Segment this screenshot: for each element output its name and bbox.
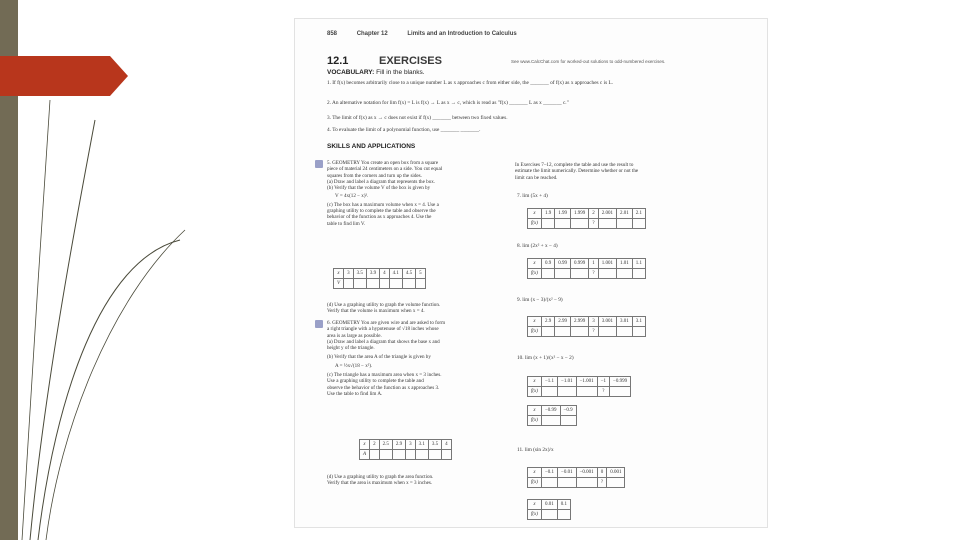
table-cell xyxy=(557,510,570,520)
table-row xyxy=(334,279,426,289)
table-cell: 2.9 xyxy=(541,317,554,327)
table-cell: 2.001 xyxy=(598,209,616,219)
ex6-part-c: Use the table to find lim A. xyxy=(327,390,383,397)
ex5-table xyxy=(333,268,426,289)
table-cell: f(x) xyxy=(528,387,542,397)
table-cell: f(x) xyxy=(528,478,542,488)
ex6-part-d-line: (d) Use a graphing utility to graph the area function. xyxy=(327,474,434,480)
vocab-item-2: 2. An alternative notation for lim f(x) = L is f(x) → L as x → c, which is read as "f(x) _______ L as x _______ c." xyxy=(327,100,569,106)
table-cell: 2 xyxy=(370,440,380,450)
table-cell: 2.5 xyxy=(379,440,392,450)
ex6-line: 6. GEOMETRY You are given wire and are asked to form xyxy=(327,320,446,326)
table-row xyxy=(528,478,625,488)
table-cell: f(x) xyxy=(528,510,542,520)
table-cell: 1 xyxy=(589,259,599,269)
table-row xyxy=(334,269,426,279)
table-cell: 1.999 xyxy=(570,209,588,219)
table-cell: −0.9 xyxy=(560,406,576,416)
table-cell: 0 xyxy=(597,468,607,478)
ex5-part-d xyxy=(327,302,527,315)
table-cell xyxy=(541,219,554,229)
table-cell: 3 xyxy=(344,269,354,279)
table-cell xyxy=(570,269,588,279)
table-cell: 0.99 xyxy=(555,259,571,269)
table-cell: x xyxy=(528,259,542,269)
table-cell xyxy=(555,327,571,337)
ex5-part-c: table to find lim V. xyxy=(327,220,366,227)
table-cell xyxy=(616,327,632,337)
table-row xyxy=(528,317,646,327)
page-number: 858 xyxy=(327,31,338,37)
table-cell: x xyxy=(360,440,370,450)
table-cell: 3 xyxy=(589,317,599,327)
ex6-table xyxy=(359,439,452,460)
table-cell: x xyxy=(528,406,542,416)
table-cell xyxy=(610,387,631,397)
table-cell: 3.001 xyxy=(598,317,616,327)
table-cell xyxy=(366,279,379,289)
ex10-label: 10. lim (x + 1)/(x² − x − 2) xyxy=(517,355,574,361)
table-row xyxy=(360,450,452,460)
ex11-label: 11. lim (sin 2x)/x xyxy=(517,447,554,453)
table-cell: −1.01 xyxy=(558,377,577,387)
table-cell: f(x) xyxy=(528,269,542,279)
table-cell: x xyxy=(528,468,542,478)
ex6-part-c: (c) The triangle has a maximum area when x = 3 inches. xyxy=(327,372,442,379)
table-cell: 1.9 xyxy=(541,209,554,219)
table-cell: 2.1 xyxy=(632,209,645,219)
red-arrow-banner xyxy=(0,56,128,96)
ex5-part-c: (c) The box has a maximum volume when x = 4. Use a xyxy=(327,201,439,208)
ex6-part-c: Use a graphing utility to complete the table and xyxy=(327,378,424,385)
table-cell: 4 xyxy=(380,269,390,279)
chapter-title: Limits and an Introduction to Calculus xyxy=(407,31,517,37)
table-cell: −0.99 xyxy=(541,406,560,416)
table-cell: f(x) xyxy=(528,219,542,229)
ex6-part-b: (b) Verify that the area A of the triangle is given by xyxy=(327,354,431,361)
table-row xyxy=(528,468,625,478)
table-cell: ? xyxy=(589,219,599,229)
table-cell: 2.01 xyxy=(616,209,632,219)
table-cell xyxy=(415,450,428,460)
table-cell: x xyxy=(528,377,542,387)
table-cell: 3.9 xyxy=(366,269,379,279)
table-cell: 3.1 xyxy=(415,440,428,450)
table-cell xyxy=(353,279,366,289)
vocabulary-instruction: Fill in the blanks. xyxy=(376,69,425,76)
table-row xyxy=(528,327,646,337)
table-row xyxy=(528,377,631,387)
section-number: 12.1 xyxy=(327,55,349,67)
ex5-part-d-line: Verify that the volume is maximum when x = 4. xyxy=(327,308,425,315)
ex6-part-a: (a) Draw and label a diagram that shows the base x and xyxy=(327,338,440,345)
table-cell: ? xyxy=(597,387,609,397)
table-cell: −0.1 xyxy=(541,468,557,478)
right-intro-line: In Exercises 7–12, complete the table and use the result to xyxy=(515,162,634,168)
vocab-item-1: 1. If f(x) becomes arbitrarily close to a unique number L as x approaches c from either side, the _______ of f(x) as x approaches c is L. xyxy=(327,80,614,86)
ex5-part-c: behavior of the function as x approaches 4. Use the xyxy=(327,214,432,221)
table-cell: 3.5 xyxy=(353,269,366,279)
ex5-part-c: graphing utility to complete the table and observe the xyxy=(327,208,436,215)
table-cell xyxy=(555,219,571,229)
table-cell: f(x) xyxy=(528,416,542,426)
vocabulary-heading xyxy=(327,69,425,76)
ex5-part-d-line: (d) Use a graphing utility to graph the volume function. xyxy=(327,302,441,308)
table-cell: A xyxy=(360,450,370,460)
ex6-part-d xyxy=(327,474,527,487)
table-row xyxy=(528,219,646,229)
ex11-table-2 xyxy=(527,499,571,520)
table-cell xyxy=(541,387,557,397)
table-row xyxy=(528,259,646,269)
table-cell xyxy=(541,269,554,279)
right-intro-line: estimate the limit numerically. Determine whether or not the xyxy=(515,168,639,175)
table-cell xyxy=(598,219,616,229)
table-cell xyxy=(555,269,571,279)
ex5-line: 5. GEOMETRY You create an open box from a square xyxy=(327,160,439,166)
skills-heading: SKILLS AND APPLICATIONS xyxy=(327,143,416,150)
ex9-table xyxy=(527,316,646,337)
chapter-label: Chapter 12 xyxy=(356,31,388,37)
ex6-part-c: observe the behavior of the function as x approaches 3. xyxy=(327,384,440,391)
exercise-5-marker-icon xyxy=(315,160,323,168)
table-cell: −0.01 xyxy=(558,468,577,478)
ex10-table xyxy=(527,376,631,397)
table-cell xyxy=(558,478,577,488)
ex5-line: piece of material 24 centimeters on a side. You cut equal xyxy=(327,166,443,173)
table-cell xyxy=(370,450,380,460)
ex6-line: area is as large as possible. xyxy=(327,332,382,339)
table-cell xyxy=(598,327,616,337)
ex5-part-a: (a) Draw and label a diagram that represents the box. xyxy=(327,178,436,185)
table-cell: 0.1 xyxy=(557,500,570,510)
vocabulary-label: VOCABULARY: xyxy=(327,69,375,76)
table-cell: ? xyxy=(589,327,599,337)
ex6-formula: A = ½x√(18 − x²). xyxy=(335,362,373,369)
table-cell: 1.99 xyxy=(555,209,571,219)
table-cell: 5 xyxy=(416,269,426,279)
table-row xyxy=(528,406,577,416)
table-cell: 1.01 xyxy=(616,259,632,269)
section-title: EXERCISES xyxy=(379,55,442,67)
right-intro-line: limit can be reached. xyxy=(515,174,558,181)
table-cell xyxy=(442,450,452,460)
ex5-line: squares from the corners and turn up the sides. xyxy=(327,172,422,179)
table-cell xyxy=(541,327,554,337)
table-cell xyxy=(344,279,354,289)
table-cell: 2.999 xyxy=(570,317,588,327)
table-cell: 1.001 xyxy=(598,259,616,269)
table-cell: x xyxy=(528,317,542,327)
table-cell: 4.1 xyxy=(389,269,402,279)
ex5-formula: V = 4x(12 − x)². xyxy=(335,193,369,200)
table-cell: x xyxy=(334,269,344,279)
right-intro xyxy=(515,162,715,181)
ex5-part-b: (b) Verify that the volume V of the box is given by xyxy=(327,185,431,192)
table-cell: x xyxy=(528,500,542,510)
table-cell xyxy=(570,327,588,337)
section-note: See www.CalcChat.com for worked-out solutions to odd-numbered exercises. xyxy=(511,59,666,64)
table-cell xyxy=(416,279,426,289)
table-cell xyxy=(558,387,577,397)
table-cell xyxy=(598,269,616,279)
table-cell xyxy=(616,269,632,279)
table-cell: 0.01 xyxy=(541,500,557,510)
page-header xyxy=(327,31,535,37)
exercise-6-marker-icon xyxy=(315,320,323,328)
table-cell: 0.9 xyxy=(541,259,554,269)
table-cell: 2.99 xyxy=(555,317,571,327)
table-cell xyxy=(392,450,405,460)
table-cell xyxy=(576,478,597,488)
table-cell xyxy=(632,269,645,279)
table-cell xyxy=(616,219,632,229)
table-cell xyxy=(389,279,402,289)
table-cell: 0.001 xyxy=(607,468,625,478)
table-row xyxy=(528,387,631,397)
exercise-6 xyxy=(327,320,517,397)
vocab-item-4: 4. To evaluate the limit of a polynomial function, use _______ _______. xyxy=(327,127,481,133)
table-row xyxy=(528,209,646,219)
table-cell xyxy=(632,219,645,229)
ex11-table xyxy=(527,467,625,488)
table-row xyxy=(528,416,577,426)
table-cell xyxy=(632,327,645,337)
ex6-part-d-line: Verify that the area is maximum when x = 3 inches. xyxy=(327,480,433,487)
exercise-5 xyxy=(327,160,517,227)
table-cell xyxy=(541,416,560,426)
table-cell: 4.5 xyxy=(402,269,415,279)
table-cell: 3.01 xyxy=(616,317,632,327)
table-cell: −1 xyxy=(597,377,609,387)
table-cell: −1.1 xyxy=(541,377,557,387)
table-cell: ? xyxy=(589,269,599,279)
table-cell: f(x) xyxy=(528,327,542,337)
ex6-part-a: height y of the triangle. xyxy=(327,345,375,352)
table-cell xyxy=(379,450,392,460)
table-cell: 2 xyxy=(589,209,599,219)
table-cell: 2.9 xyxy=(392,440,405,450)
table-row xyxy=(360,440,452,450)
ex6-line: a right triangle with a hypotenuse of √18 inches whose xyxy=(327,326,439,333)
table-cell xyxy=(428,450,441,460)
table-cell xyxy=(570,219,588,229)
table-cell: 3.5 xyxy=(428,440,441,450)
table-cell xyxy=(541,478,557,488)
table-cell: x xyxy=(528,209,542,219)
vocab-item-3: 3. The limit of f(x) as x → c does not exist if f(x) _______ between two fixed values. xyxy=(327,115,508,121)
table-cell: 1.1 xyxy=(632,259,645,269)
ex7-label: 7. lim (5x + 4) xyxy=(517,193,548,199)
table-row xyxy=(528,269,646,279)
table-row xyxy=(528,500,571,510)
table-cell: 3.1 xyxy=(632,317,645,327)
table-cell xyxy=(576,387,597,397)
ex8-label: 8. lim (2x² + x − 4) xyxy=(517,243,558,249)
textbook-page xyxy=(294,18,768,528)
ex10-table-2 xyxy=(527,405,577,426)
table-cell xyxy=(380,279,390,289)
table-cell: 4 xyxy=(442,440,452,450)
table-cell: ? xyxy=(597,478,607,488)
table-cell: −0.001 xyxy=(576,468,597,478)
table-cell xyxy=(560,416,576,426)
table-cell: V xyxy=(334,279,344,289)
table-cell: 0.999 xyxy=(570,259,588,269)
ex9-label: 9. lim (x − 3)/(x² − 9) xyxy=(517,297,563,303)
table-cell xyxy=(607,478,625,488)
table-cell xyxy=(402,279,415,289)
table-cell: −1.001 xyxy=(576,377,597,387)
table-cell xyxy=(406,450,416,460)
table-cell: −0.999 xyxy=(610,377,631,387)
table-row xyxy=(528,510,571,520)
ex8-table xyxy=(527,258,646,279)
table-cell: 3 xyxy=(406,440,416,450)
ex7-table xyxy=(527,208,646,229)
table-cell xyxy=(541,510,557,520)
